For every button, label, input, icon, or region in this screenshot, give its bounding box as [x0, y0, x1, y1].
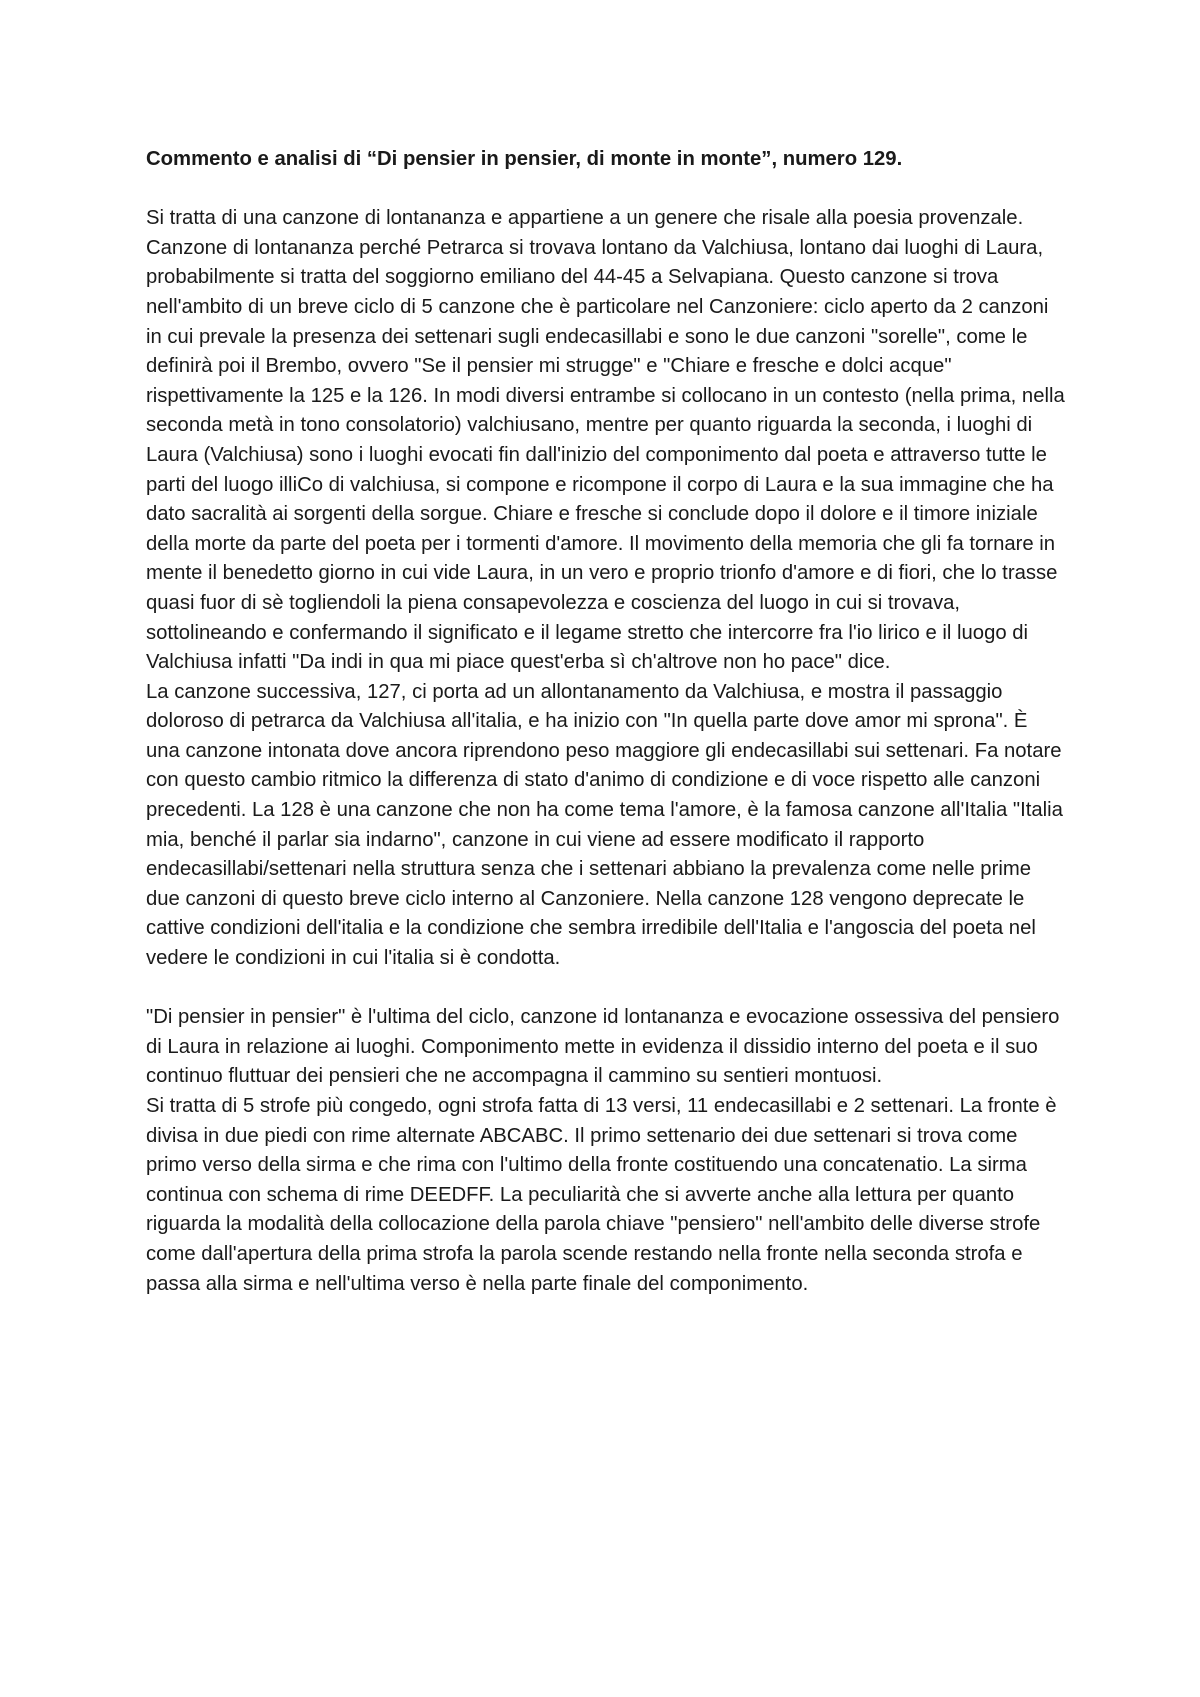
paragraph-metrics: Si tratta di 5 strofe più congedo, ogni strofa fatta di 13 versi, 11 endecasillabi e 2 settenari. La fronte è divisa in due piedi con rime alternate ABCABC. Il primo settenario dei due settenari si trova come primo verso della sirma e che rima con l'ultimo della fronte costituendo una concatenatio. La sirma continua con schema di rime DEEDFF. La peculiarità che si avverte anche alla lettura per quanto riguarda la modalità della collocazione della parola chiave "pensiero" nell'ambito delle diverse strofe come dall'apertura della prima strofa la parola scende restando nella fronte nella seconda strofa e passa alla sirma e nell'ultima verso è nella parte finale del componimento.	[146, 1095, 1057, 1295]
paragraph-canzone-129: "Di pensier in pensier" è l'ultima del ciclo, canzone id lontananza e evocazione ossessiva del pensiero di Laura in relazione ai luoghi. Componimento mette in evidenza il dissidio interno del poeta e il suo continuo fluttuar dei pensieri che ne accompagna il cammino su sentieri montuosi.	[146, 1006, 1060, 1088]
document-title: Commento e analisi di “Di pensier in pensier, di monte in monte”, numero 129.	[146, 148, 903, 170]
spacer	[146, 175, 1066, 205]
paragraph-intro: Si tratta di una canzone di lontananza e appartiene a un genere che risale alla poesia provenzale. Canzone di lontananza perché Petrarca si trovava lontano da Valchiusa, lontano dai luoghi di Laura, probabilmente si tratta del soggiorno emiliano del 44-45 a Selvapiana. Questo canzone si trova nell'ambito di un breve ciclo di 5 canzone che è particolare nel Canzoniere: ciclo aperto da 2 canzoni in cui prevale la presenza dei settenari sugli endecasillabi e sono le due canzoni "sorelle", come le definirà poi il Brembo, ovvero "Se il pensier mi strugge" e "Chiare e fresche e dolci acque" rispettivamente la 125 e la 126. In modi diversi entrambe si collocano in un contesto (nella prima, nella seconda metà in tono consolatorio) valchiusano, mentre per quanto riguarda la seconda, i luoghi di Laura (Valchiusa) sono i luoghi evocati fin dall'inizio del componimento dal poeta e attraverso tutte le parti del luogo illiCo di valchiusa, si compone e ricompone il corpo di Laura e la sua immagine che ha dato sacralità ai sorgenti della sorgue. Chiare e fresche si conclude dopo il dolore e il timore iniziale della morte da parte del poeta per i tormenti d'amore. Il movimento della memoria che gli fa tornare in mente il benedetto giorno in cui vide Laura, in un vero e proprio trionfo d'amore e di fiori, che lo trasse quasi fuor di sè togliendoli la piena consapevolezza e coscienza del luogo in cui si trovava, sottolineando e confermando il significato e il legame stretto che intercorre fra l'io lirico e il luogo di Valchiusa infatti "Da indi in qua mi piace quest'erba sì ch'altrove non ho pace" dice.	[146, 207, 1065, 674]
spacer	[146, 974, 1066, 1004]
document-body	[146, 145, 1066, 1299]
paragraph-canzone-127-128: La canzone successiva, 127, ci porta ad un allontanamento da Valchiusa, e mostra il passaggio doloroso di petrarca da Valchiusa all'italia, e ha inizio con "In quella parte dove amor mi sprona". È una canzone intonata dove ancora riprendono peso maggiore gli endecasillabi sui settenari. Fa notare con questo cambio ritmico la differenza di stato d'animo di condizione e di voce rispetto alle canzoni precedenti. La 128 è una canzone che non ha come tema l'amore, è la famosa canzone all'Italia "Italia mia, benché il parlar sia indarno", canzone in cui viene ad essere modificato il rapporto endecasillabi/settenari nella struttura senza che i settenari abbiano la prevalenza come nelle prime due canzoni di questo breve ciclo interno al Canzoniere. Nella canzone 128 vengono deprecate le cattive condizioni dell'italia e la condizione che sembra irredibile dell'Italia e l'angoscia del poeta nel vedere le condizioni in cui l'italia si è condotta.	[146, 680, 1063, 970]
